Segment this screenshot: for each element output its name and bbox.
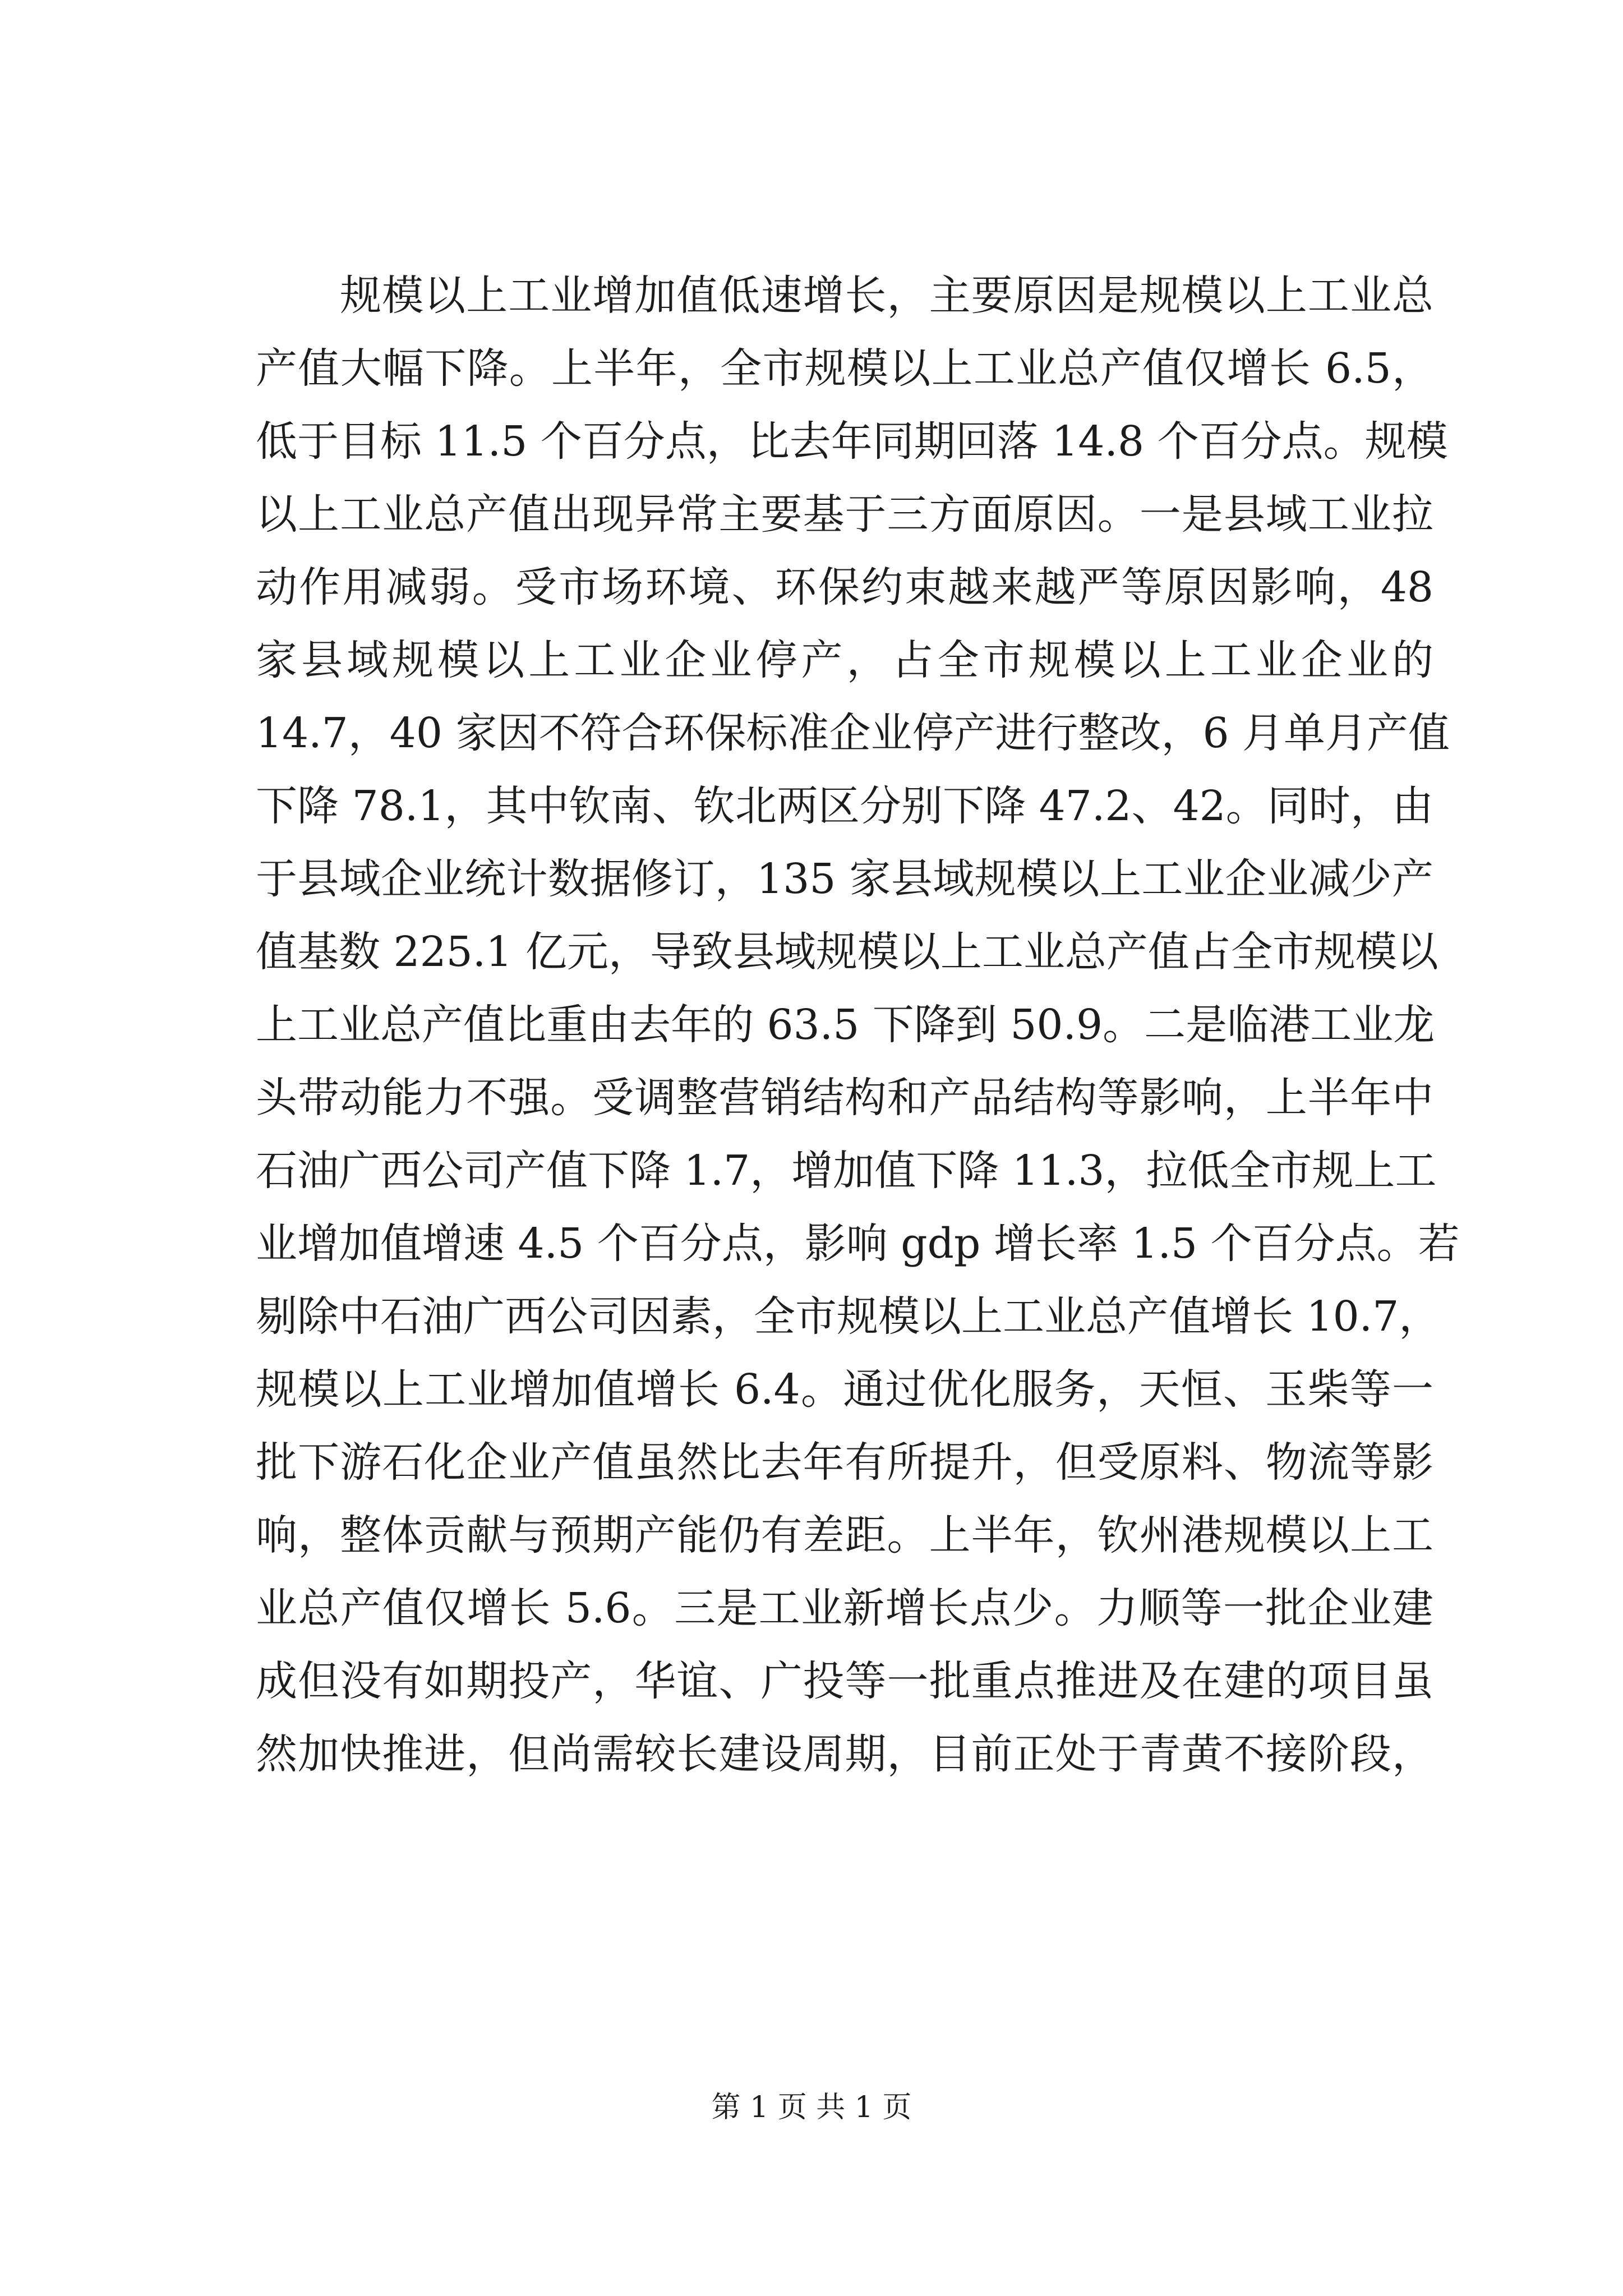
text-line: 批下游石化企业产值虽然比去年有所提升，但受原料、物流等影 — [256, 1438, 1433, 1487]
text-line: 业总产值仅增长 5.6。三是工业新增长点少。力顺等一批企业建 — [256, 1584, 1433, 1632]
text-line: 产值大幅下降。上半年，全市规模以上工业总产值仅增长 6.5， — [256, 344, 1433, 393]
text-line: 剔除中石油广西公司因素，全市规模以上工业总产值增长 10.7， — [256, 1292, 1441, 1341]
text-line: 规模以上工业增加值增长 6.4。通过优化服务，天恒、玉柴等一 — [256, 1365, 1433, 1414]
text-line: 上工业总产值比重由去年的 63.5 下降到 50.9。二是临港工业龙 — [256, 1001, 1435, 1049]
text-line: 下降 78.1，其中钦南、钦北两区分别下降 47.2、42。同时，由 — [256, 782, 1433, 830]
text-line: 14.7，40 家因不符合环保标准企业停产进行整改，6 月单月产值 — [256, 709, 1450, 757]
text-line: 规模以上工业增加值低速增长，主要原因是规模以上工业总 — [256, 272, 1433, 320]
page-number-footer: 第 1 页 共 1 页 — [711, 2091, 912, 2124]
text-line: 石油广西公司产值下降 1.7，增加值下降 11.3，拉低全市规上工 — [256, 1147, 1437, 1195]
text-line: 低于目标 11.5 个百分点，比去年同期回落 14.8 个百分点。规模 — [256, 417, 1448, 466]
text-line: 业增加值增速 4.5 个百分点，影响 gdp 增长率 1.5 个百分点。若 — [256, 1220, 1460, 1268]
text-line: 头带动能力不强。受调整营销结构和产品结构等影响，上半年中 — [256, 1074, 1433, 1122]
text-line: 动作用减弱。受市场环境、环保约束越来越严等原因影响，48 — [256, 563, 1433, 611]
text-line: 成但没有如期投产，华谊、广投等一批重点推进及在建的项目虽 — [256, 1657, 1433, 1705]
text-line: 以上工业总产值出现异常主要基于三方面原因。一是县域工业拉 — [256, 490, 1433, 539]
text-line: 然加快推进，但尚需较长建设周期，目前正处于青黄不接阶段， — [256, 1730, 1433, 1778]
text-line: 值基数 225.1 亿元，导致县域规模以上工业总产值占全市规模以 — [256, 928, 1438, 976]
text-line: 家县域规模以上工业企业停产，占全市规模以上工业企业的 — [256, 636, 1433, 684]
text-line: 响，整体贡献与预期产能仍有差距。上半年，钦州港规模以上工 — [256, 1511, 1433, 1559]
body-paragraph — [256, 259, 1460, 1791]
text-line: 于县域企业统计数据修订，135 家县域规模以上工业企业减少产 — [256, 855, 1433, 903]
